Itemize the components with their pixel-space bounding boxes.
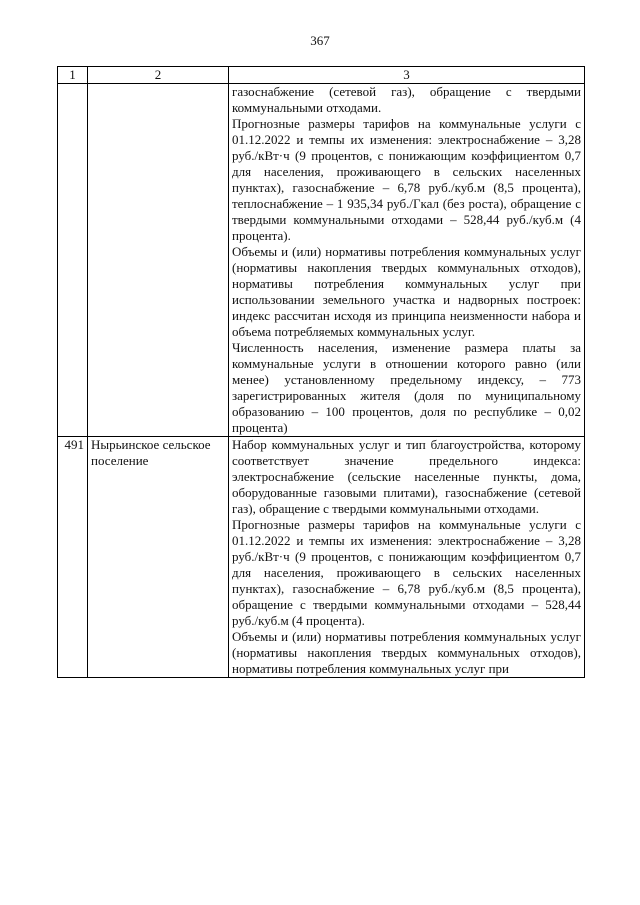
column-header-2: 2 [88, 67, 229, 84]
table-header-row [58, 67, 585, 84]
municipality-name: Нырьинское сельское поселение [88, 437, 229, 678]
paragraph: Численность населения, изменение размера платы за коммунальные услуги в отношении которого равно (или менее) установленному предельному индексу, – 773 зарегистрированных жителя (доля по муниципальному образованию – 100 процентов, доля по республике – 0,02 процента) [232, 340, 581, 435]
row-number [58, 84, 88, 437]
page-number: 367 [310, 33, 330, 48]
row-description [229, 437, 585, 678]
column-header-1: 1 [58, 67, 88, 84]
paragraph: Прогнозные размеры тарифов на коммунальные услуги с 01.12.2022 и темпы их изменения: электроснабжение – 3,28 руб./кВт·ч (9 процентов, с понижающим коэффициентом 0,7 для населения, проживающего в сельских населенных пунктах), газоснабжение – 6,78 руб./куб.м (8,5 процента), обращение с твердыми коммунальными отходами – 528,44 руб./куб.м (4 процента). [232, 517, 581, 628]
paragraph: газоснабжение (сетевой газ), обращение с твердыми коммунальными отходами. [232, 84, 581, 115]
paragraph: Набор коммунальных услуг и тип благоустройства, которому соответствует значение предельного индекса: электроснабжение (сельские населенные пункты, дома, оборудованные газовыми плитами), газоснабжение (сетевой газ), обращение с твердыми коммунальными отходами. [232, 437, 581, 516]
municipality-name [88, 84, 229, 437]
paragraph: Объемы и (или) нормативы потребления коммунальных услуг (нормативы накопления твердых коммунальных отходов), нормативы потребления коммунальных услуг при использовании земельного участка и надворных построек: индекс рассчитан исходя из принципа неизменности набора и объема потребляемых коммунальных услуг. [232, 244, 581, 339]
column-header-3: 3 [229, 67, 585, 84]
table-row [58, 437, 585, 678]
paragraph: Объемы и (или) нормативы потребления коммунальных услуг (нормативы накопления твердых коммунальных отходов), нормативы потребления коммунальных услуг при [232, 629, 581, 676]
row-description [229, 84, 585, 437]
table-row [58, 84, 585, 437]
paragraph: Прогнозные размеры тарифов на коммунальные услуги с 01.12.2022 и темпы их изменения: электроснабжение – 3,28 руб./кВт·ч (9 процентов, с понижающим коэффициентом 0,7 для населения, проживающего в сельских населенных пунктах), газоснабжение – 6,78 руб./куб.м (8,5 процента), теплоснабжение – 1 935,34 руб./Гкал (без роста), обращение с твердыми коммунальными отходами – 528,44 руб./куб.м (4 процента). [232, 116, 581, 243]
document-table [57, 66, 585, 678]
row-number: 491 [58, 437, 88, 678]
